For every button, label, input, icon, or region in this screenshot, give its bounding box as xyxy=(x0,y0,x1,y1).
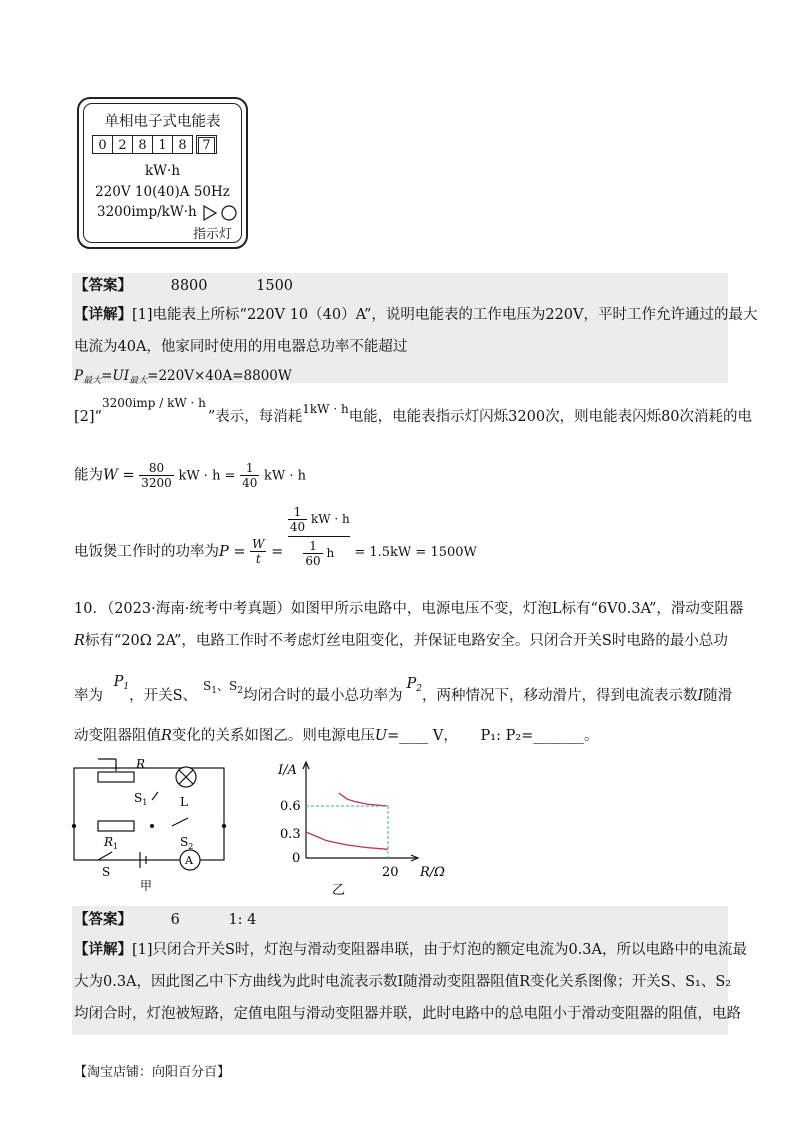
meter-digit: 2 xyxy=(112,135,133,154)
label-s2: $S_2$ xyxy=(180,835,194,851)
q10-line-1: 10．（2023·海南·统考中考真题）如图甲所示电路中，电源电压不变，灯泡L标有“6V0.3A”，滑动变阻器 xyxy=(74,601,744,617)
ammeter-symbol: A xyxy=(185,854,193,867)
meter-spec: 220V 10(40)A 50Hz xyxy=(95,184,230,200)
answer-value-2: 1500 xyxy=(256,278,294,294)
q10-line-3: 率为 $P_1$，开关S、$^{S_1、S_2}$均闭合时的最小总功率为$P_2$，两种情况下，移动滑片，得到电流表示数I随滑 xyxy=(74,674,733,704)
detail-label: 【详解】 xyxy=(74,941,132,958)
formula-pmax: $P_{最大}=UI_{最大}=220V\times 40A=8800W$ xyxy=(74,368,292,386)
answer-label: 【答案】 xyxy=(74,277,132,294)
label-s1: $S_1$ xyxy=(134,791,148,807)
meter-digit: 0 xyxy=(92,135,113,154)
meter-digit: 8 xyxy=(172,135,193,154)
series-line-1 xyxy=(339,793,388,806)
y-tick-label: 0 xyxy=(292,851,301,866)
meter-digits xyxy=(92,135,216,154)
label-r1: $R_1$ xyxy=(104,835,119,851)
caption-jia: 甲 xyxy=(140,879,153,893)
formula-energy: 能为W = $\frac{80}{3200}$ kW · h = $\frac{1}{40}$ kW · h xyxy=(74,461,306,490)
detail3-line-3: 均闭合时，灯泡被短路，定值电阻与滑动变阻器并联，此时电路中的总电阻小于滑动变阻器的阻值，电路 xyxy=(74,1006,741,1022)
answer-row-2 xyxy=(74,910,256,930)
answer-value-1: 8800 xyxy=(170,278,208,294)
meter-imp: 3200imp/kW·h xyxy=(97,204,197,220)
detail-label: 【详解】 xyxy=(74,306,132,323)
circuit-diagram xyxy=(68,758,238,898)
label-s: S xyxy=(102,865,111,879)
detail3-line-2: 大为0.3A，因此图乙中下方曲线为此时电流表示数I随滑动变阻器阻值R变化关系图像；开关S、S₁、S₂ xyxy=(74,974,732,990)
series-line-2 xyxy=(306,832,388,849)
formula-power: 电饭煲工作时的功率为P = $\frac{W}{t}$ = $\frac{1}{40}$ kW · h $\frac{1}{60}$ h = 1.5kW = 1500W xyxy=(74,505,477,568)
answer-label: 【答案】 xyxy=(74,911,132,928)
footer-shop: 【淘宝店铺：向阳百分百】 xyxy=(74,1065,231,1080)
meter-digit-decimal: 7 xyxy=(196,135,217,154)
y-tick-label: 0.6 xyxy=(280,799,301,814)
meter-unit: kW·h xyxy=(144,163,181,179)
q10-line-4: 动变阻器阻值R变化的关系如图乙。则电源电压U=____ V， P₁: P₂=_______。 xyxy=(74,728,599,744)
label-l: L xyxy=(180,795,188,809)
indicator-lamp-icon xyxy=(202,204,242,222)
detail-line-1: 【详解】[1]电能表上所标“220V 10（40）A”，说明电能表的工作电压为220V，平时工作允许通过的最大 xyxy=(74,306,758,323)
chart-current-vs-resistance xyxy=(278,758,448,898)
x-axis-label: R/Ω xyxy=(420,865,445,880)
detail-line-2: 电流为40A，他家同时使用的用电器总功率不能超过 xyxy=(74,339,408,355)
meter-digit: 1 xyxy=(152,135,173,154)
indicator-label: 指示灯 xyxy=(193,227,233,242)
label-r: R xyxy=(136,758,146,771)
electric-meter-figure xyxy=(77,97,248,249)
answer-value-2: 1: 4 xyxy=(228,912,257,928)
answer-row-1 xyxy=(74,276,293,296)
answer-value-1: 6 xyxy=(170,912,180,928)
meter-title: 单相电子式电能表 xyxy=(104,114,221,130)
meter-digit: 8 xyxy=(132,135,153,154)
y-tick-label: 0.3 xyxy=(280,827,301,842)
caption-yi: 乙 xyxy=(332,883,346,898)
detail2-line-1: [2]“$^{3200imp / kW \cdot h}$”表示，每消耗$^{1kW \cdot h}$电能，电能表指示灯闪烁3200次，则电能表闪烁80次消耗的电 xyxy=(74,396,753,425)
y-axis-label: I/A xyxy=(278,763,297,778)
detail3-line-1: 【详解】[1]只闭合开关S时，灯泡与滑动变阻器串联，由于灯泡的额定电流为0.3A，所以电路中的电流最 xyxy=(74,941,748,958)
q10-line-2: R标有“20Ω 2A”，电路工作时不考虑灯丝电阻变化，并保证电路安全。只闭合开关S时电路的最小总功 xyxy=(74,633,728,649)
x-tick-label: 20 xyxy=(382,865,399,880)
